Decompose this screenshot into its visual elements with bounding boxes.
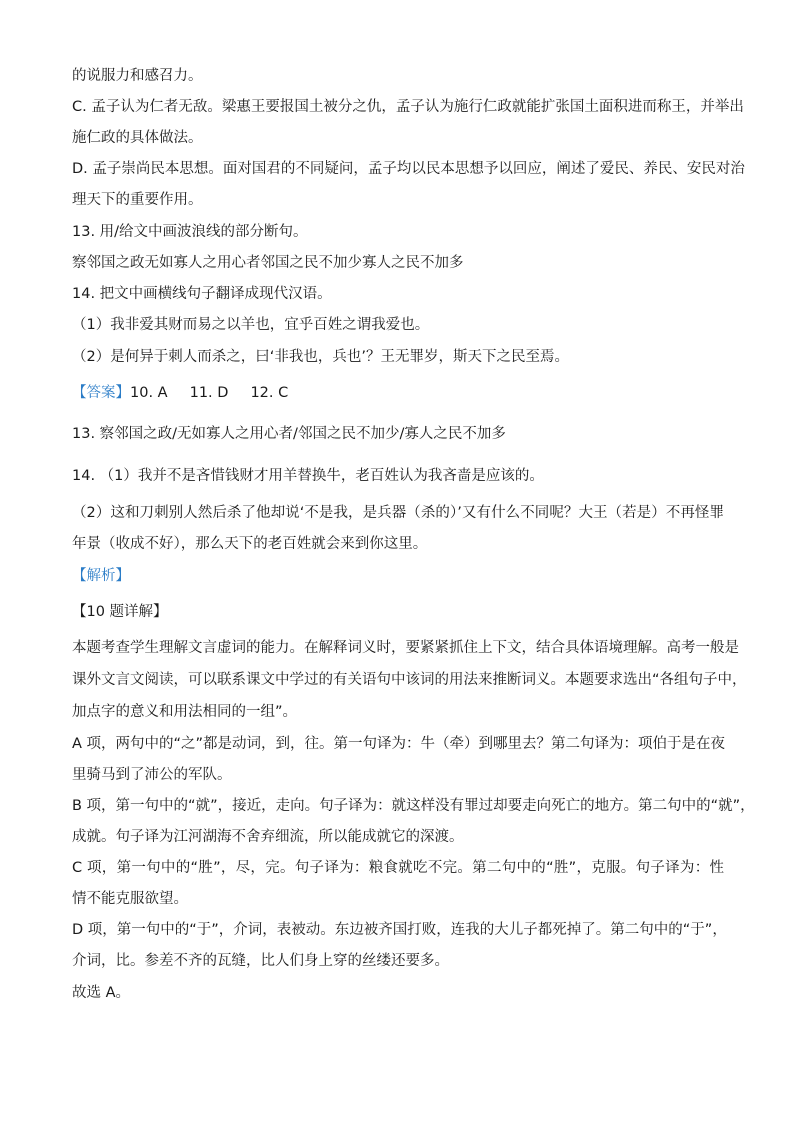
answer-11: 11. D — [189, 385, 229, 401]
paragraph-d-line-2: 介词，比。参差不齐的瓦缝，比人们身上穿的丝缕还要多。 — [72, 953, 449, 969]
conclusion: 故选 A。 — [72, 985, 131, 1001]
paragraph-a-line-2: 里骑马到了沛公的军队。 — [72, 767, 232, 783]
question-14-sentence-2: （2）是何异于刺人而杀之，曰‘非我也，兵也’？王无罪岁，斯天下之民至焉。 — [72, 349, 569, 365]
answer-line — [72, 383, 724, 403]
option-c-line-2: 施仁政的具体做法。 — [72, 130, 203, 146]
paragraph-c-line-1: C 项，第一句中的“胜”，尽，完。句子译为：粮食就吃不完。第二句中的“胜”，克服。句子译为：性 — [72, 860, 724, 876]
option-d-line-2: 理天下的重要作用。 — [72, 192, 203, 208]
paragraph-1-line-1: 本题考查学生理解文言虚词的能力。在解释词义时，要紧紧抓住上下文，结合具体语境理解。高考一般是 — [72, 640, 739, 656]
answer-14-sentence-2-line-2: 年景（收成不好），那么天下的老百姓就会来到你这里。 — [72, 536, 428, 552]
analysis-tag: 【解析】 — [72, 568, 130, 584]
answer-tag: 【答案】 — [72, 385, 130, 401]
answer-14-sentence-1: 14. （1）我并不是吝惜钱财才用羊替换牛，老百姓认为我吝啬是应该的。 — [72, 468, 544, 484]
answer-12: 12. C — [250, 385, 289, 401]
paragraph-b-line-2: 成就。句子译为江河湖海不舍弃细流，所以能成就它的深渡。 — [72, 829, 464, 845]
question-13-text: 察邻国之政无如寡人之用心者邻国之民不加少寡人之民不加多 — [72, 255, 464, 271]
option-d-line-1: D. 孟子崇尚民本思想。面对国君的不同疑问，孟子均以民本思想予以回应，阐述了爱民、养民、安民对治 — [72, 161, 745, 177]
answer-10: 10. A — [130, 385, 168, 401]
answer-14-sentence-2-line-1: （2）这和刀刺别人然后杀了他却说‘不是我，是兵器（杀的）’又有什么不同呢？大王（若是）不再怪罪 — [72, 505, 724, 521]
paragraph-b-line-1: B 项，第一句中的“就”，接近，走向。句子译为：就这样没有罪过却要走向死亡的地方。第二句中的“就”， — [72, 798, 755, 814]
paragraph-c-line-2: 情不能克服欲望。 — [72, 891, 188, 907]
paragraph-d-line-1: D 项，第一句中的“于”，介词，表被动。东边被齐国打败，连我的大儿子都死掉了。第二句中的“于”， — [72, 922, 727, 938]
paragraph-a-line-1: A 项，两句中的“之”都是动词，到，往。第一句译为：牛（牵）到哪里去？第二句译为：项伯于是在夜 — [72, 736, 726, 752]
question-14-sentence-1: （1）我非爱其财而易之以羊也，宜乎百姓之谓我爱也。 — [72, 317, 430, 333]
paragraph-1-line-3: 加点字的意义和用法相同的一组”。 — [72, 704, 298, 720]
text-line: 的说服力和感召力。 — [72, 68, 203, 84]
question-13: 13. 用/给文中画波浪线的部分断句。 — [72, 224, 308, 240]
answer-13: 13. 察邻国之政/无如寡人之用心者/邻国之民不加少/寡人之民不加多 — [72, 426, 506, 442]
question-14: 14. 把文中画横线句子翻译成现代汉语。 — [72, 286, 332, 302]
option-c-line-1: C. 孟子认为仁者无敌。梁惠王要报国土被分之仇，孟子认为施行仁政就能扩张国土面积进而称王，并举出 — [72, 99, 744, 115]
question-10-heading: 【10 题详解】 — [72, 604, 168, 620]
paragraph-1-line-2: 课外文言文阅读，可以联系课文中学过的有关语句中该词的用法来推断词义。本题要求选出“各组句子中， — [72, 672, 747, 688]
